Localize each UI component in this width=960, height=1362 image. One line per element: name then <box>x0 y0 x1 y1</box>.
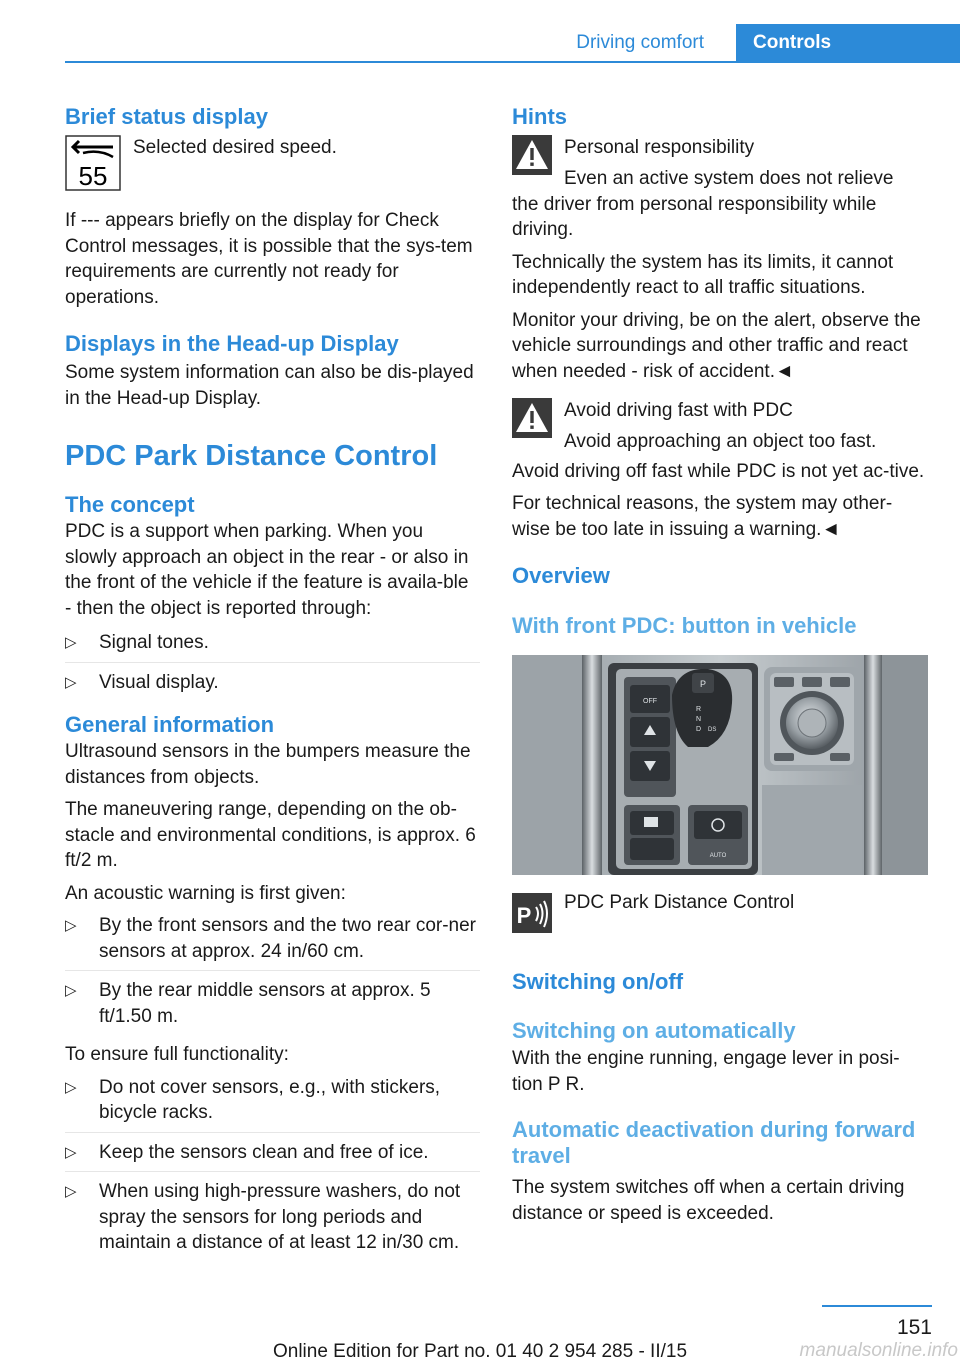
concept-heading: The concept <box>65 492 195 517</box>
warning-triangle-icon <box>512 135 552 180</box>
center-console-photo <box>512 655 928 875</box>
bullet-icon: ▷ <box>65 634 77 651</box>
hints-para-4: Avoid driving off fast while PDC is not yet ac-tive. <box>512 460 925 482</box>
svg-text:P: P <box>516 903 532 928</box>
speed-icon-number: 55 <box>78 161 108 191</box>
page-number-rule <box>822 1305 932 1307</box>
pdc-title: PDC Park Distance Control <box>65 440 438 472</box>
brief-status-heading: Brief status display <box>65 104 268 129</box>
photo-label-auto: AUTO <box>709 853 727 859</box>
pdc-button-row <box>512 893 930 938</box>
header-rule <box>65 61 960 63</box>
overview-heading: Overview <box>512 563 610 588</box>
hints-para-3: Monitor your driving, be on the alert, observe the vehicle surroundings and other traffic and react when needed - risk of accident.◄ <box>512 309 921 382</box>
speed-icon-row <box>65 135 480 196</box>
photo-label-r: R <box>696 706 702 713</box>
photo-label-d: D <box>696 726 702 733</box>
concept-paragraph: PDC is a support when parking. When you slowly approach an object in the rear - or also in the front of the vehicle if the feature is availa-ble - then the object is reported through: <box>65 521 469 619</box>
list-item: ▷ By the rear middle sensors at approx. 5 ft/1.50 m. <box>65 980 431 1027</box>
auto-off-paragraph: The system switches off when a certain driving distance or speed is exceeded. <box>512 1177 905 1224</box>
auto-on-heading: Switching on automatically <box>512 1018 796 1043</box>
hud-heading: Displays in the Head-up Display <box>65 331 399 356</box>
hud-paragraph: Some system information can also be dis-played in the Head-up Display. <box>65 362 474 409</box>
watermark: manualsonline.info <box>799 1340 958 1361</box>
bullet-icon: ▷ <box>65 982 77 999</box>
concept-list <box>65 630 480 701</box>
left-column <box>65 100 480 1269</box>
warning-list <box>65 913 480 1035</box>
auto-on-paragraph: With the engine running, engage lever in posi-tion P R. <box>512 1048 900 1095</box>
warning-2-line: Avoid approaching an object too fast. <box>564 431 877 452</box>
list-item: ▷ When using high-pressure washers, do not spray the sensors for long periods and maintain a distance of at least 12 in/30 cm. <box>65 1181 461 1253</box>
functionality-paragraph: To ensure full functionality: <box>65 1044 289 1065</box>
bullet-icon: ▷ <box>65 1183 77 1200</box>
photo-label-off: OFF <box>643 698 657 705</box>
header-section-title: Driving comfort <box>576 32 704 53</box>
warning-2-title: Avoid driving fast with PDC <box>564 400 793 421</box>
speed-display-icon <box>65 135 121 196</box>
list-item: ▷ Visual display. <box>65 670 480 702</box>
warning-row-2 <box>512 398 930 455</box>
right-column <box>512 100 930 1226</box>
bullet-icon: ▷ <box>65 917 77 934</box>
switching-heading: Switching on/off <box>512 969 684 994</box>
general-para-3: An acoustic warning is first given: <box>65 882 346 904</box>
photo-label-n: N <box>696 716 702 723</box>
selected-speed-text: Selected desired speed. <box>133 137 337 158</box>
hints-para-5: For technical reasons, the system may other-wise be too late in issuing a warning.◄ <box>512 493 893 540</box>
bullet-icon: ▷ <box>65 673 77 691</box>
brief-status-paragraph: If --- appears briefly on the display for Check Control messages, it is possible that the sys-tem requirements are currently not ready for operations. <box>65 210 473 308</box>
warning-1-continuation: the driver from personal responsibility while driving. <box>512 193 877 240</box>
front-pdc-heading: With front PDC: button in vehicle <box>512 613 857 638</box>
photo-label-p: P <box>699 679 707 689</box>
bullet-icon: ▷ <box>65 1078 77 1096</box>
bullet-icon: ▷ <box>65 1143 77 1161</box>
warning-1-line: Even an active system does not relieve <box>564 168 894 189</box>
hints-heading: Hints <box>512 104 567 129</box>
warning-triangle-icon <box>512 398 552 443</box>
general-info-heading: General information <box>65 712 275 737</box>
functionality-list <box>65 1075 480 1262</box>
header-tab-controls: Controls <box>736 24 960 61</box>
pdc-button-icon <box>512 893 552 938</box>
page-number: 151 <box>896 1316 932 1339</box>
warning-1-title: Personal responsibility <box>564 137 755 158</box>
list-item: ▷ Keep the sensors clean and free of ice. <box>65 1140 480 1173</box>
pdc-button-label: PDC Park Distance Control <box>564 892 795 913</box>
warning-row-1 <box>512 135 930 192</box>
general-para-1: Ultrasound sensors in the bumpers measure the distances from objects. <box>65 741 471 788</box>
photo-label-ds: DS <box>708 727 717 733</box>
list-item: ▷ Signal tones. <box>65 630 480 663</box>
general-para-2: The maneuvering range, depending on the ob-stacle and environmental conditions, is approx. 6 ft/2 m. <box>65 799 476 871</box>
hints-para-2: Technically the system has its limits, it cannot independently react to all traffic situations. <box>512 251 894 298</box>
footer-edition: Online Edition for Part no. 01 40 2 954 285 - II/15 <box>272 1341 688 1362</box>
auto-off-heading: Automatic deactivation during forward travel <box>512 1117 916 1168</box>
list-item: ▷ Do not cover sensors, e.g., with stickers, bicycle racks. <box>65 1075 480 1133</box>
list-item: ▷ By the front sensors and the two rear cor-ner sensors at approx. 24 in/60 cm. <box>65 913 480 971</box>
